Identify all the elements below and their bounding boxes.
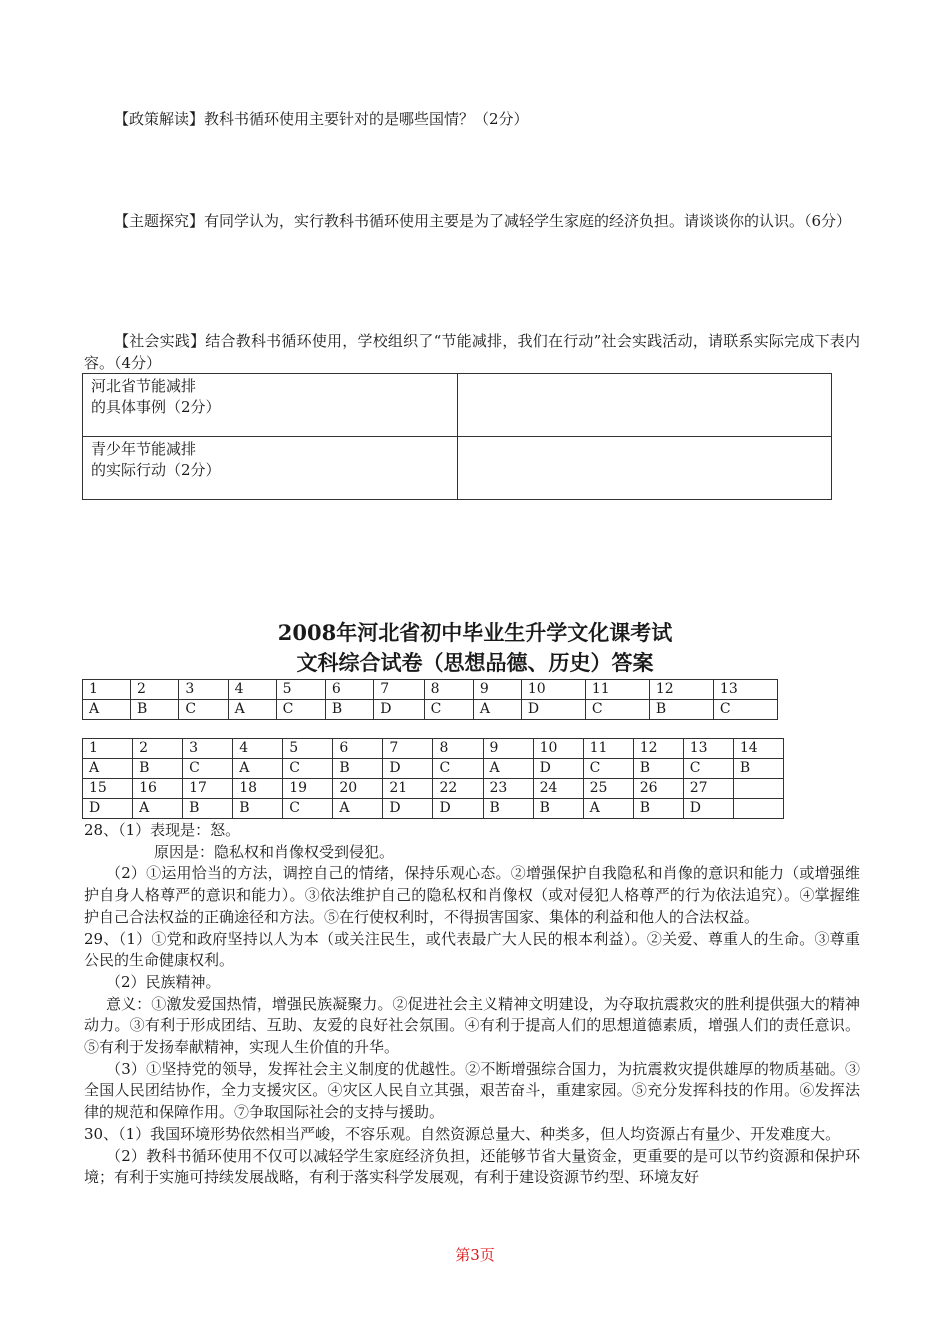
- question-number: [733, 779, 783, 799]
- table-row: [83, 779, 784, 799]
- question-number: 24: [533, 779, 583, 799]
- page-number: 第3页: [455, 1246, 495, 1264]
- answer-letter: A: [483, 759, 533, 779]
- question-policy: 【政策解读】教科书循环使用主要针对的是哪些国情？（2分）: [114, 110, 529, 128]
- answer-letter: C: [433, 759, 483, 779]
- answer-letter: A: [473, 700, 521, 720]
- question-number: 11: [583, 739, 633, 759]
- row1-label-line1: 河北省节能减排: [91, 377, 197, 395]
- practice-table: [82, 373, 832, 500]
- answer-letter: D: [383, 799, 433, 819]
- question-number: 22: [433, 779, 483, 799]
- question-practice: 【社会实践】结合教科书循环使用，学校组织了“节能减排，我们在行动”社会实践活动，请联系实际完成下表内容。（4分）: [84, 332, 860, 372]
- answer-letter: A: [133, 799, 183, 819]
- answer-letter: C: [424, 700, 473, 720]
- question-number: 9: [483, 739, 533, 759]
- table-cell: [83, 374, 458, 437]
- answer-letter: C: [583, 759, 633, 779]
- table-row: [83, 759, 784, 779]
- question-number: 13: [713, 680, 777, 700]
- question-number: 15: [83, 779, 133, 799]
- answer-explanations: [84, 820, 860, 1189]
- answer-30-2: （2）教科书循环使用不仅可以减轻学生家庭经济负担，还能够节省大量资金，更重要的是可以节约资源和保护环境；有利于实施可持续发展战略，有利于落实科学发展观，有利于建设资源节约型、环境友好: [84, 1146, 860, 1187]
- question-number: 2: [133, 739, 183, 759]
- question-number: 10: [521, 680, 585, 700]
- answer-letter: B: [133, 759, 183, 779]
- answer-letter: C: [713, 700, 777, 720]
- answer-letter: A: [83, 759, 133, 779]
- table-row: [83, 799, 784, 819]
- answer-letter: B: [483, 799, 533, 819]
- answer-letter: B: [233, 799, 283, 819]
- question-number: 9: [473, 680, 521, 700]
- question-number: 2: [131, 680, 179, 700]
- answer-29-1: 29、（1）①党和政府坚持以人为本（或关注民生，或代表最广大人民的根本利益）。②关爱、尊重人的生命。③尊重公民的生命健康权利。: [84, 929, 860, 970]
- question-number: 10: [533, 739, 583, 759]
- answer-letter: D: [374, 700, 424, 720]
- answer-letter: C: [283, 799, 333, 819]
- answer-letter: B: [533, 799, 583, 819]
- answer-letter: B: [325, 700, 373, 720]
- answer-letter: B: [733, 759, 783, 779]
- answer-letter: C: [683, 759, 733, 779]
- question-number: 3: [183, 739, 233, 759]
- answer-key-title: 2008年河北省初中毕业生升学文化课考试: [277, 620, 673, 645]
- answer-30-1: 30、（1）我国环境形势依然相当严峻，不容乐观。自然资源总量大、种类多，但人均资源占有量少、开发难度大。: [84, 1124, 841, 1143]
- question-number: 14: [733, 739, 783, 759]
- answer-letter: A: [228, 700, 276, 720]
- answer-letter: D: [683, 799, 733, 819]
- table-row: [83, 739, 784, 759]
- table-row: [83, 700, 778, 720]
- question-number: 17: [183, 779, 233, 799]
- question-number: 21: [383, 779, 433, 799]
- answer-table-1: [82, 679, 778, 720]
- question-number: 1: [83, 680, 131, 700]
- table-row: [83, 680, 778, 700]
- answer-letter: D: [83, 799, 133, 819]
- answer-letter: B: [649, 700, 713, 720]
- question-number: 3: [179, 680, 228, 700]
- question-number: 8: [424, 680, 473, 700]
- row1-label-line2: 的具体事例（2分）: [91, 398, 221, 416]
- table-row: [83, 374, 832, 437]
- question-number: 19: [283, 779, 333, 799]
- answer-letter: B: [633, 759, 683, 779]
- table-row: [83, 437, 832, 500]
- answer-letter: B: [633, 799, 683, 819]
- question-theme: 【主题探究】有同学认为，实行教科书循环使用主要是为了减轻学生家庭的经济负担。请谈谈你的认识。（6分）: [114, 212, 852, 230]
- answer-letter: A: [233, 759, 283, 779]
- question-number: 5: [276, 680, 325, 700]
- row2-label-line1: 青少年节能减排: [91, 440, 197, 458]
- question-number: 26: [633, 779, 683, 799]
- question-number: 4: [228, 680, 276, 700]
- answer-28-2: （2）①运用恰当的方法，调控自己的情绪，保持乐观心态。②增强保护自我隐私和肖像的意识和能力（或增强维护自身人格尊严的意识和能力）。③依法维护自己的隐私权和肖像权（或对侵犯人格尊严的行为依法追究）。④掌握维护自己合法权益的正确途径和方法。⑤在行使权利时，不得损害国家、集体的利益和他人的合法权益。: [84, 864, 860, 926]
- answer-28-1: 28、（1）表现是：怒。: [84, 821, 241, 839]
- answer-letter: A: [333, 799, 383, 819]
- answer-blank-cell[interactable]: [458, 437, 832, 500]
- question-number: 20: [333, 779, 383, 799]
- answer-blank-cell[interactable]: [458, 374, 832, 437]
- question-number: 6: [325, 680, 373, 700]
- question-number: 27: [683, 779, 733, 799]
- question-number: 1: [83, 739, 133, 759]
- question-number: 12: [649, 680, 713, 700]
- answer-29-3: （3）①坚持党的领导，发挥社会主义制度的优越性。②不断增强综合国力，为抗震救灾提供雄厚的物质基础。③全国人民团结协作，全力支援灾区。④灾区人民自立其强，艰苦奋斗，重建家园。⑤充分发挥科技的作用。⑥发挥法律的规范和保障作用。⑦争取国际社会的支持与援助。: [84, 1059, 860, 1122]
- answer-key-subtitle: 文科综合试卷（思想品德、历史）答案: [296, 650, 654, 675]
- question-number: 7: [383, 739, 433, 759]
- question-number: 4: [233, 739, 283, 759]
- question-number: 5: [283, 739, 333, 759]
- question-number: 8: [433, 739, 483, 759]
- question-number: 12: [633, 739, 683, 759]
- answer-letter: C: [283, 759, 333, 779]
- answer-letter: C: [276, 700, 325, 720]
- answer-letter: B: [333, 759, 383, 779]
- answer-letter: C: [585, 700, 649, 720]
- question-number: 13: [683, 739, 733, 759]
- answer-letter: [733, 799, 783, 819]
- answer-letter: B: [131, 700, 179, 720]
- answer-letter: A: [83, 700, 131, 720]
- question-number: 7: [374, 680, 424, 700]
- answer-28-1-reason: 原因是：隐私权和肖像权受到侵犯。: [154, 842, 395, 861]
- row2-label-line2: 的实际行动（2分）: [91, 461, 221, 479]
- table-cell: [83, 437, 458, 500]
- question-number: 25: [583, 779, 633, 799]
- answer-table-2: [82, 738, 784, 819]
- question-number: 16: [133, 779, 183, 799]
- answer-letter: D: [533, 759, 583, 779]
- answer-29-2-significance: 意义：①激发爱国热情，增强民族凝聚力。②促进社会主义精神文明建设，为夺取抗震救灾的胜利提供强大的精神动力。③有利于形成团结、互助、友爱的良好社会氛围。④有利于提高人们的思想道德素质，增强人们的责任意识。⑤有利于发扬奉献精神，实现人生价值的升华。: [84, 994, 860, 1057]
- question-number: 6: [333, 739, 383, 759]
- answer-letter: D: [383, 759, 433, 779]
- answer-letter: D: [521, 700, 585, 720]
- answer-letter: B: [183, 799, 233, 819]
- question-number: 23: [483, 779, 533, 799]
- answer-letter: C: [179, 700, 228, 720]
- answer-letter: A: [583, 799, 633, 819]
- question-number: 18: [233, 779, 283, 799]
- answer-letter: D: [433, 799, 483, 819]
- answer-letter: C: [183, 759, 233, 779]
- answer-29-2: （2）民族精神。: [106, 972, 221, 991]
- question-number: 11: [585, 680, 649, 700]
